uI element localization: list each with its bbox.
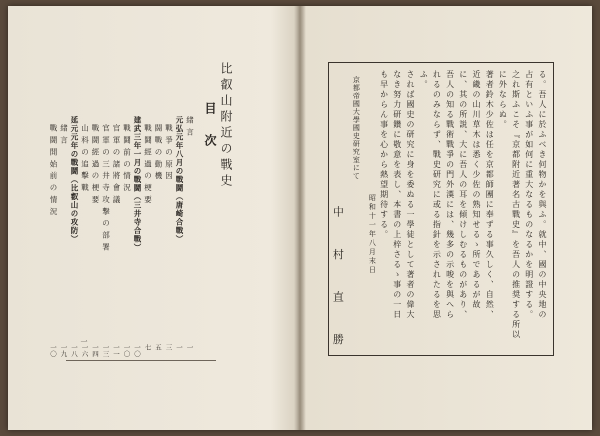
toc-page-number: 一九 bbox=[59, 344, 68, 357]
preface-author: 中 村 直 勝 bbox=[331, 206, 345, 359]
toc-page-number: 一 bbox=[175, 344, 183, 351]
toc-entry-text: 延元元年の戰鬪（比叡山の攻防） bbox=[70, 116, 79, 244]
preface-column: なき努力研鑽に敬意を表し、本書の上梓さるゝ事の一日 bbox=[392, 70, 402, 320]
toc-page-number: 七 bbox=[143, 344, 152, 351]
toc-entry bbox=[113, 124, 121, 204]
preface-page bbox=[300, 6, 592, 430]
toc-page-number: 三 bbox=[164, 344, 173, 351]
toc-entry bbox=[102, 124, 110, 251]
toc-entry-text: 戰 爭 の 原 因 bbox=[164, 124, 174, 181]
toc-entry-text: 建武三年一月の戰鬪（三井寺合戰） bbox=[133, 116, 142, 252]
toc-entry-text: 戰 鬪 前 の 情 況 bbox=[122, 124, 132, 192]
book-title: 比叡山附近の戰史 bbox=[219, 62, 233, 190]
toc-entry bbox=[71, 116, 79, 244]
toc-entry-text: 官 軍 の 三 井 寺 攻 撃 の 部 署 bbox=[101, 124, 111, 252]
toc-entry bbox=[92, 124, 100, 204]
toc-rule bbox=[66, 360, 216, 361]
toc-entry-text: 緒 言 bbox=[59, 124, 69, 145]
toc-page-number: 一 bbox=[185, 344, 194, 351]
toc-entry bbox=[134, 116, 142, 252]
toc-entry-text: 戰 鬪 開 始 前 の 情 況 bbox=[49, 124, 58, 216]
toc-entry bbox=[165, 124, 173, 180]
toc-entry bbox=[176, 116, 184, 244]
toc-page-number: 一〇 bbox=[49, 344, 57, 357]
toc-entry bbox=[155, 124, 163, 180]
toc-page bbox=[8, 6, 300, 430]
preface-affiliation: 京都帝國大學國史研究室にて bbox=[352, 76, 361, 180]
toc-entry-text: 緒 言 bbox=[185, 116, 195, 137]
toc-entry-text: 戰 鬪 經 過 の 梗 要 bbox=[91, 124, 100, 204]
toc-page-number: 一六 bbox=[80, 344, 89, 357]
toc-entry bbox=[81, 124, 89, 192]
toc-entry-text: 官 軍 の 諸 將 會 議 bbox=[112, 124, 121, 204]
toc-page-number: 一三 bbox=[101, 344, 110, 357]
preface-column: 著者鈴木少佐は任を京都師團に奉ずる事久しく、自然、 bbox=[485, 70, 495, 320]
toc-entry bbox=[60, 124, 68, 144]
toc-entry bbox=[186, 116, 194, 136]
toc-page-number: 一八 bbox=[70, 344, 78, 357]
preface-column: に、其の所説、大に吾人の耳を傾けしむるものがあり、 bbox=[458, 70, 468, 320]
preface-column: ふ。 bbox=[419, 70, 429, 90]
toc-entry-text: 山 科 の 追 擊 戰 bbox=[80, 124, 90, 192]
book-spread bbox=[8, 6, 592, 430]
page-folio: 一 bbox=[80, 338, 88, 345]
toc-page-number: 一一 bbox=[112, 344, 120, 357]
preface-column: 近畿の山川草木は悉く少佐の熟知せるゝ所であるが故 bbox=[472, 70, 481, 310]
toc-heading: 目 次 bbox=[203, 102, 217, 155]
toc-page-number: 一〇 bbox=[122, 344, 131, 357]
toc-page-number: 五 bbox=[154, 344, 162, 351]
preface-column: 之れ斯ふこそ『京都附近著名古戰史』を吾人の推奨する所以 bbox=[511, 70, 521, 340]
preface-column: れるのみならず、戰史研究に或る指針を示されたるを思 bbox=[432, 70, 442, 320]
preface-column: に外ならぬ。 bbox=[498, 70, 508, 130]
toc-entry bbox=[144, 124, 152, 204]
toc-entry-text: 闘 戰 の 動 機 bbox=[154, 124, 163, 181]
toc-page-number: 一四 bbox=[91, 344, 99, 357]
preface-column: 占有といふ事が如何に重大なるものなるかを明證する。 bbox=[524, 70, 534, 320]
toc-entry-text: 元弘元年八月の戰鬪（唐崎合戰） bbox=[175, 116, 184, 244]
toc-entry bbox=[50, 124, 58, 216]
preface-column: も早からん事を心から熱望期待する。 bbox=[379, 70, 389, 240]
toc-entry-text: 戰 鬪 經 過 の 梗 要 bbox=[143, 124, 153, 204]
preface-column: 吾人の知る戰術戰爭の門外漢には、幾多の示唆を與へら bbox=[445, 70, 455, 320]
toc-entry bbox=[123, 124, 131, 192]
toc-page-number: 一〇 bbox=[133, 344, 141, 357]
preface-column: る。吾人に於ふべき何物かを與ふ。就中、國の中央地の bbox=[538, 70, 547, 320]
preface-column: されば國史の研究に身を委ぬる一學徒として著者の偉大 bbox=[406, 70, 415, 320]
preface-date: 昭和十一年八月末日 bbox=[368, 194, 377, 275]
